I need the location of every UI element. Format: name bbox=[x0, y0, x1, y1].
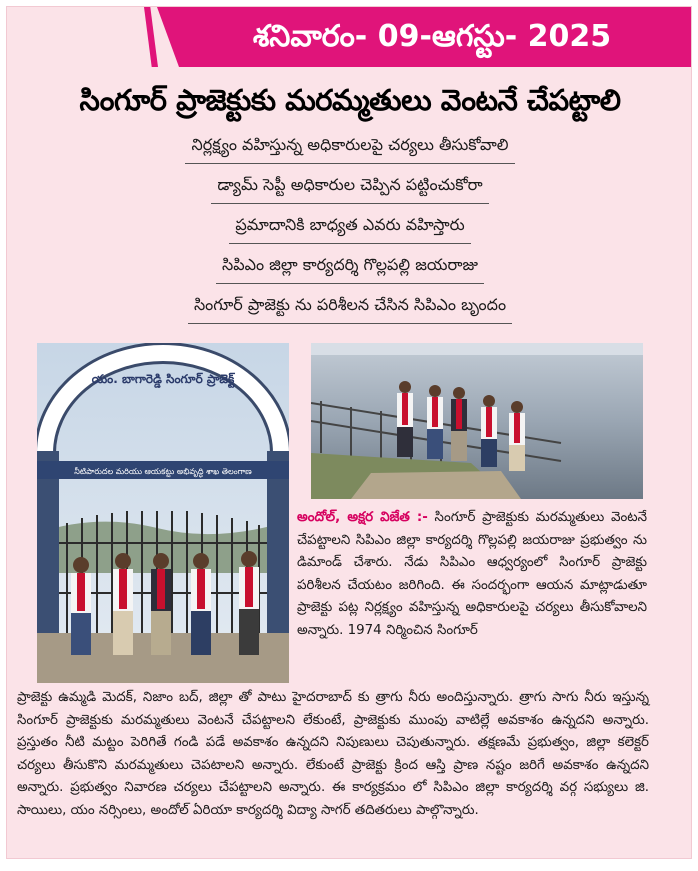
date-line: శనివారం- 09-ఆగస్టు- 2025 bbox=[252, 19, 612, 54]
article-body: ప్రాజెక్టు ఉమ్మడి మెదక్, నిజాం బద్, జిల్లా తో పాటు హైదరాబాద్ కు త్రాగు నీరు అందిస్తున్నారు. త్రాగు సాగు నీరు ఇస్తున్న సింగూర్ ప్రాజెక్టుకు మరమ్మతులు వెంటనే చేపట్టాలని లేకుంటే, ప్రాజెక్టుకు ముంపు వాటిల్లే అవకాశం ఉన్నదని అన్నారు. ప్రస్తుతం నీటి మట్టం పెరిగితే గండి పడే అవకాశం ఉన్నదని నిపుణులు చెపుతున్నారు. తక్షణమే ప్రభుత్వం, జిల్లా కలెక్టర్ చర్యలు తీసుకొని మరమ్మతులు చెపటాలని అన్నారు. లేకుంటే ప్రాజెక్టు క్రింద ఆస్తి ప్రాణ నష్టం జరిగే అవకాశం ఉన్నదని అన్నారు. ప్రభుత్వం నివారణ చర్యలు చేపట్టాలని అన్నారు. ఈ కార్యక్రమం లో సిపిఎం జిల్లా కార్యదర్శి వర్గ సభ్యులు జి. సాయిలు, యం నర్సింలు, అందోల్ ఏరియా కార్యదర్శి విద్యా సాగర్ తదితరులు పాల్గొన్నారు. bbox=[17, 690, 649, 818]
newspaper-clipping bbox=[6, 6, 692, 859]
byline: అందోల్, అక్షర విజేత :- bbox=[297, 510, 428, 525]
subheading: ప్రమాదానికి బాధ్యత ఎవరు వహిస్తారు bbox=[229, 213, 470, 244]
gate-sign-text: యం. బాగారెడ్డి సింగూర్ ప్రాజెక్ట్ bbox=[91, 372, 235, 386]
article-lead-text: సింగూర్ ప్రాజెక్టుకు మరమ్మతులు వెంటనే చేపట్టాలని సిపిఎం జిల్లా కార్యదర్శి గొల్లపల్లి జయరాజు ప్రభుత్వం ను డిమాండ్ చేశారు. నేడు సిపిఎం ఆధ్వర్యంలో సింగూర్ ప్రాజెక్టు పరిశీలన చేయటం జరిగింది. ఈ సందర్భంగా ఆయన మాట్లాడుతూ ప్రాజెక్టు పట్ల నిర్లక్ష్యం వహిస్తున్న అధికారులపై చర్యలు తీసుకోవాలని అన్నారు. 1974 నిర్మించిన సింగూర్ bbox=[297, 510, 647, 638]
headline: సింగూర్ ప్రాజెక్టుకు మరమ్మతులు వెంటనే చేపట్టాలి bbox=[79, 83, 621, 117]
reservoir-photo bbox=[311, 343, 643, 499]
article-lead bbox=[297, 507, 647, 642]
subheading: సిపిఎం జిల్లా కార్యదర్శి గొల్లపల్లి జయరాజు bbox=[216, 253, 484, 284]
subheadings bbox=[7, 133, 692, 333]
subheading: డ్యామ్ సెప్టీ అధికారుల చెప్పిన పట్టించుకోరా bbox=[211, 173, 488, 204]
subheading: నిర్లక్ష్యం వహిస్తున్న అధికారులపై చర్యలు తీసుకోవాలి bbox=[185, 133, 514, 164]
gate-board-text: నీటిపారుదల మరియు ఆయకట్టు అభివృద్ధి శాఖ తెలంగాణ bbox=[74, 467, 252, 476]
subheading: సింగూర్ ప్రాజెక్టు ను పరిశీలన చేసిన సిపిఎం బృందం bbox=[188, 293, 512, 324]
gate-photo bbox=[37, 343, 289, 683]
date-banner-edge bbox=[144, 7, 158, 67]
